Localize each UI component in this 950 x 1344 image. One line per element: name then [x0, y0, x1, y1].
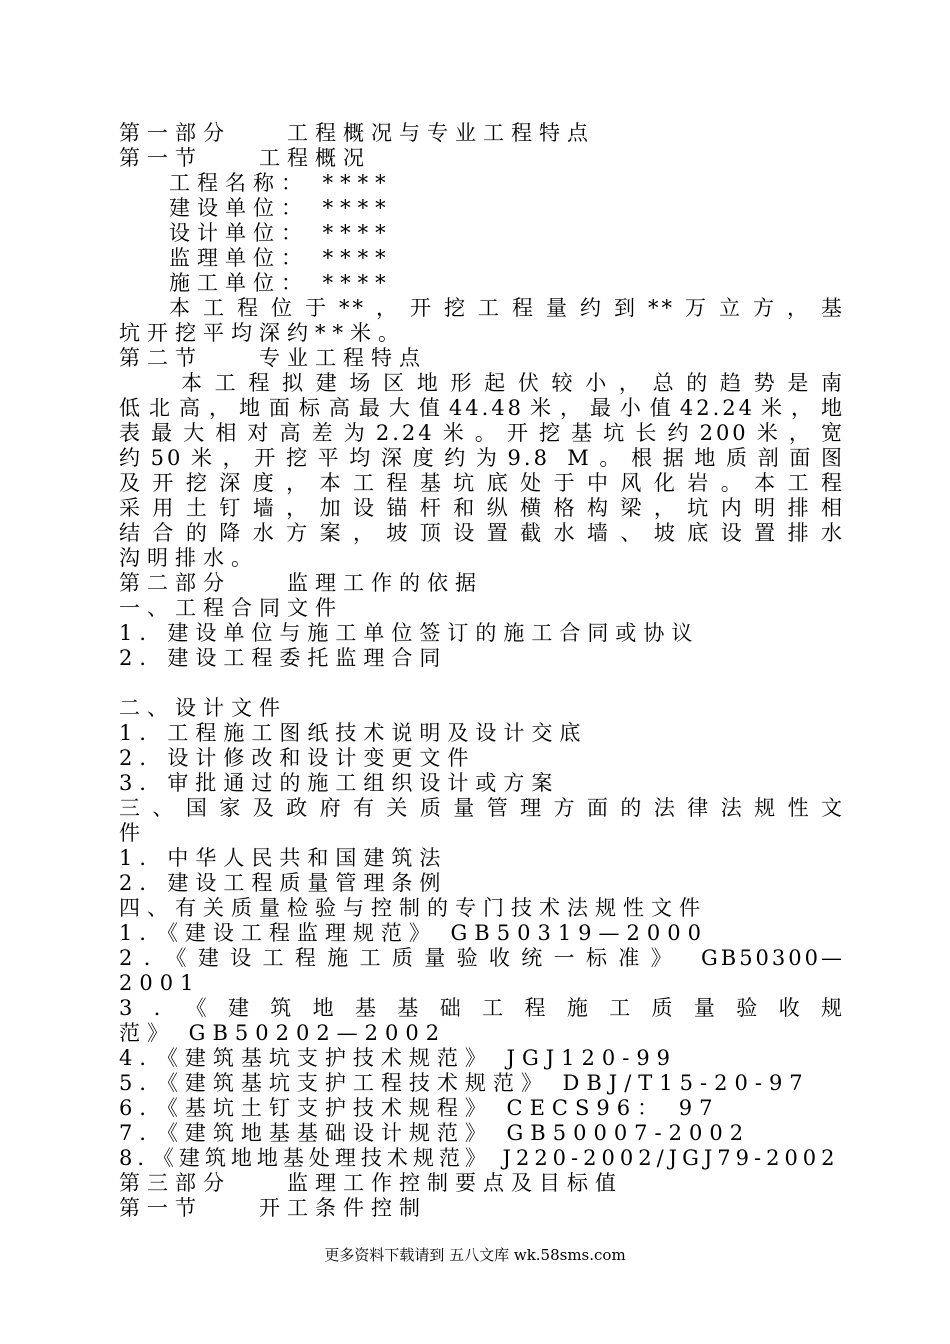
list-item: 1．《建设工程监理规范》 GB50319—2000: [119, 921, 708, 945]
subsection-heading: 四、有关质量检验与控制的专门技术法规性文件: [119, 896, 707, 920]
section-heading: 第一节 开工条件控制: [119, 1196, 427, 1220]
list-item: 2．设计修改和设计变更文件: [119, 746, 476, 770]
document-body: [119, 121, 845, 1221]
list-item: 6．《基坑土钉支护技术规程》 CECS96： 97: [119, 1096, 720, 1120]
paragraph-line: 结合的降水方案，坡顶设置截水墙、坡底设置排水: [119, 521, 845, 545]
section-heading: 第二节 专业工程特点: [119, 346, 427, 370]
list-item: 1．建设单位与施工单位签订的施工合同或协议: [119, 621, 700, 645]
footer-link[interactable]: 更多资料下载请到 五八文库 wk.58sms.com: [324, 1246, 626, 1264]
project-field: 建设单位： ****: [169, 196, 393, 220]
project-field: 设计单位： ****: [169, 221, 393, 245]
list-item: 5．《建筑基坑支护工程技术规范》 DBJ/T15-20-97: [119, 1071, 810, 1095]
blank-line: [119, 671, 845, 696]
list-item: 2．《建设工程施工质量验收统一标准》 GB50300—: [119, 946, 845, 970]
list-item: 7．《建筑地基基础设计规范》 GB50007-2002: [119, 1121, 751, 1145]
list-item-cont: 2001: [119, 971, 201, 995]
list-item: 8．《建筑地地基处理技术规范》 J220-2002/JGJ79-2002: [119, 1146, 840, 1170]
subsection-heading: 一、工程合同文件: [119, 596, 343, 620]
list-item: 3．《建筑地基基础工程施工质量验收规: [119, 996, 845, 1020]
list-item: 2．建设工程质量管理条例: [119, 871, 448, 895]
paragraph-line: 及开挖深度，本工程基坑底处于中风化岩。本工程: [119, 471, 845, 495]
project-field: 监理单位： ****: [169, 246, 393, 270]
project-field: 施工单位： ****: [169, 271, 393, 295]
subsection-heading: 二、设计文件: [119, 696, 287, 720]
subsection-heading: 三、国家及政府有关质量管理方面的法律法规性文: [119, 796, 845, 820]
paragraph-line: 本工程位于**，开挖工程量约到**万立方，基: [169, 296, 845, 320]
section-heading: 第一节 工程概况: [119, 146, 371, 170]
paragraph-line: 沟明排水。: [119, 546, 259, 570]
paragraph-line: 本工程拟建场区地形起伏较小，总的趋势是南: [181, 371, 845, 395]
paragraph-line: 低北高，地面标高最大值44.48米，最小值42.24米，地: [119, 396, 845, 420]
list-item: 2．建设工程委托监理合同: [119, 646, 448, 670]
paragraph-line: 采用土钉墙，加设锚杆和纵横格构梁，坑内明排相: [119, 496, 845, 520]
subsection-heading-cont: 件: [119, 821, 147, 845]
paragraph-line: 坑开挖平均深约**米。: [119, 321, 406, 345]
project-field: 工程名称： ****: [169, 171, 393, 195]
part-heading: 第一部分 工程概况与专业工程特点: [119, 121, 595, 145]
list-item: 1．工程施工图纸技术说明及设计交底: [119, 721, 588, 745]
list-item: 4．《建筑基坑支护技术规范》 JGJ120-99: [119, 1046, 678, 1070]
part-heading: 第三部分 监理工作控制要点及目标值: [119, 1171, 623, 1195]
paragraph-line: 约50米，开挖平均深度约为9.8 M。根据地质剖面图: [119, 446, 845, 470]
paragraph-line: 表最大相对高差为2.24米。开挖基坑长约200米，宽: [119, 421, 845, 445]
list-item-cont: 范》 GB50202—2002: [119, 1021, 447, 1045]
list-item: 3．审批通过的施工组织设计或方案: [119, 771, 560, 795]
list-item: 1．中华人民共和国建筑法: [119, 846, 448, 870]
part-heading: 第二部分 监理工作的依据: [119, 571, 483, 595]
